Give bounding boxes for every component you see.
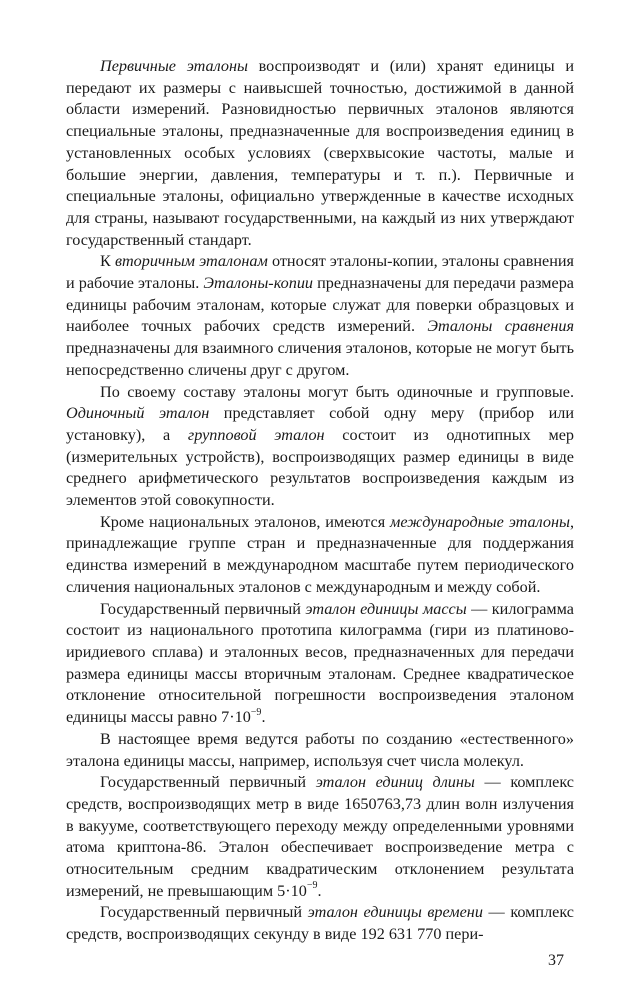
text-run: Государственный первичный [100, 599, 306, 618]
text-run: представляет собой одну меру (прибор или установку), а [66, 404, 575, 444]
term-mass-standard: эталон единицы массы [305, 599, 467, 618]
page-text [66, 56, 574, 946]
term-time-standard: эталон единицы времени [307, 903, 483, 922]
paragraph-mass-standard [66, 599, 574, 729]
paragraph-time-standard [66, 902, 574, 945]
paragraph-primary-standards [66, 56, 574, 251]
term-comparison-standards: Эталоны сравнения [427, 317, 575, 336]
text-run: — комплекс средств, воспроизводящих метр в виде 1650763,73 длин волн излучения в вакууме, соответствующего переходу между определенными уровнями атома криптона-86. Эталон обеспечивает воспроизведение метра с относительным средним квадратическим отклонением результата измерений, не превышающим [66, 773, 574, 900]
text-run: . [317, 881, 322, 900]
formula-mass [221, 708, 261, 726]
text-run: состоит из однотипных мер (измерительных устройств), воспроизводящих размер единицы в виде среднего арифметического результатов воспроизведения каждым из элементов этой совокупности. [66, 425, 574, 510]
formula-exponent: −9 [306, 880, 318, 892]
paragraph-international-standards [66, 512, 574, 599]
term-primary-standards: Первичные эталоны [100, 57, 248, 75]
text-run: воспроизводят и (или) хранят единицы и передают их размеры с наивысшей точностью, достижимой в данной области измерений. Разновидностью первичных эталонов являются специальные эталоны, предназначенные для воспроизведения единиц в установленных особых условиях (сверхвысокие частоты, малые и большие энергии, давления, температуры и т. п.). Первичные и специальные эталоны, официально утвержденные в качестве исходных для страны, называют государственными, на каждый из них утверждают государственный стандарт. [66, 57, 574, 249]
text-run: . [261, 708, 266, 727]
text-run: Государственный первичный [100, 773, 316, 792]
term-group-standard: групповой эталон [187, 425, 325, 444]
text-run: В настоящее время ведутся работы по созданию «естественного» эталона единицы массы, например, используя счет числа молекул. [66, 729, 574, 770]
term-secondary-standards: вторичным эталонам [114, 252, 268, 271]
text-run: — килограмма состоит из национального прототипа килограмма (гири из платиново-иридиевого сплава) и эталонных весов, предназначенных для передачи размера единицы массы вторичным эталонам. Среднее квадратическое отклонение относительной погрешности воспроизведения эталоном единицы массы равно [66, 599, 574, 727]
formula-base: 7·10 [221, 708, 251, 727]
formula-exponent: −9 [250, 706, 262, 718]
text-run: , принадлежащие группе стран и предназначенные для поддержания единства измерений в международном масштабе путем периодического сличения национальных эталонов с международным и между собой. [66, 512, 575, 596]
text-run: Кроме национальных эталонов, имеются [100, 512, 391, 531]
text-run: Государственный первичный [100, 903, 308, 922]
term-single-standard: Одиночный эталон [66, 404, 210, 423]
text-run: По своему составу эталоны могут быть одиночные и групповые. [100, 382, 574, 401]
term-copy-standards: Эталоны-копии [203, 274, 314, 293]
formula-length [277, 882, 317, 900]
term-international-standards: международные эталоны [390, 512, 570, 531]
text-run: относят эталоны-копии, эталоны сравнения и рабочие эталоны. [66, 252, 574, 293]
paragraph-length-standard [66, 772, 574, 902]
text-run: — комплекс средств, воспроизводящих секунду в виде 192 631 770 пери- [66, 903, 574, 944]
paragraph-secondary-standards [66, 251, 574, 381]
page-number: 37 [548, 952, 564, 969]
formula-base: 5·10 [277, 881, 307, 900]
text-run: предназначены для взаимного сличения эталонов, которые не могут быть непосредственно сличены друг с другом. [66, 339, 574, 379]
term-length-standard: эталон единиц длины [315, 773, 475, 792]
paragraph-composition [66, 382, 574, 512]
text-run: предназначены для передачи размера единицы рабочим эталонам, которые служат для поверки образцовых и наиболее точных рабочих средств измерений. [66, 274, 574, 336]
paragraph-natural-mass-standard [66, 729, 574, 772]
text-run: К [100, 252, 115, 271]
